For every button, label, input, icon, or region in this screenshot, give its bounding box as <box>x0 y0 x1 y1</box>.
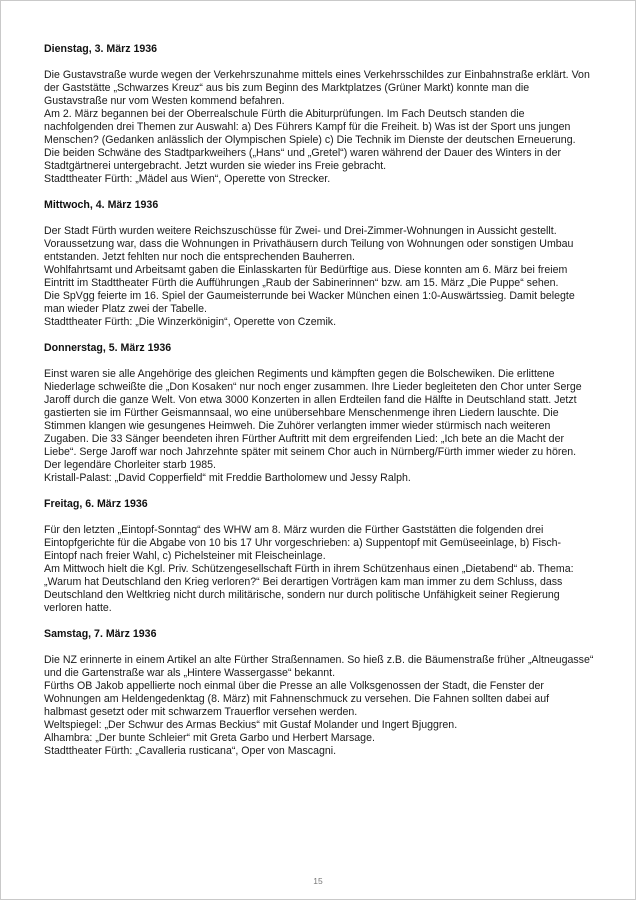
diary-entry <box>44 199 594 329</box>
entry-paragraph: Die Gustavstraße wurde wegen der Verkehrszunahme mittels eines Verkehrsschildes zur Einbahnstraße erklärt. Von der Gaststätte „Schwarzes Kreuz“ aus bis zum Beginn des Marktplatzes (Grüner Markt) konnte man die Gustavstraße nur vom Westen kommend befahren. <box>44 69 590 107</box>
entry-paragraph: Für den letzten „Eintopf-Sonntag“ des WHW am 8. März wurden die Fürther Gaststätten die folgenden drei Eintopfgerichte für die Abgabe von 10 bis 17 Uhr vorgeschrieben: a) Suppentopf mit Gemüseeinlage, b) Fisch-Eintopf nach freier Wahl, c) Pichelsteiner mit Fleischeinlage. <box>44 524 562 562</box>
entry-paragraph: Die beiden Schwäne des Stadtparkweihers („Hans“ und „Gretel“) waren während der Dauer des Winters in der Stadtgärtnerei untergebracht. Jetzt wurden sie wieder ins Freie gebracht. <box>44 147 561 172</box>
entry-paragraphs <box>44 225 594 329</box>
entry-paragraph: Die SpVgg feierte im 16. Spiel der Gaumeisterrunde bei Wacker München einen 1:0-Auswärtssieg. Damit belegte man wieder Platz zwei der Tabelle. <box>44 290 575 315</box>
entry-paragraph: Am 2. März begannen bei der Oberrealschule Fürth die Abiturprüfungen. Im Fach Deutsch standen die nachfolgenden drei Themen zur Auswahl: a) Des Führers Kampf für die Freiheit. b) Was ist der Sport uns jungen Menschen? (Gedanken anlässlich der Olympischen Spiele) c) Die Technik im Dienste der deutschen Erneuerung. <box>44 108 576 146</box>
diary-entry <box>44 498 594 615</box>
entry-paragraphs <box>44 654 594 758</box>
page-number: 15 <box>313 876 323 886</box>
entry-paragraph: Fürths OB Jakob appellierte noch einmal über die Presse an alle Volksgenossen der Stadt, die Fenster der Wohnungen am Heldengedenktag (8. März) mit Fahnenschmuck zu versehen. Die Fahnen sollten dabei auf halbmast gesetzt oder mit schwarzem Trauerflor versehen werden. <box>44 680 550 718</box>
entry-paragraph: Wohlfahrtsamt und Arbeitsamt gaben die Einlasskarten für Bedürftige aus. Diese konnten am 6. März bei freiem Eintritt im Stadttheater Fürth die Aufführungen „Raub der Sabinerinnen“ bzw. am 15. März „Die Puppe“ sehen. <box>44 264 568 289</box>
diary-entry <box>44 628 594 758</box>
entry-paragraph: Der Stadt Fürth wurden weitere Reichszuschüsse für Zwei- und Drei-Zimmer-Wohnungen in Aussicht gestellt. Voraussetzung war, dass die Wohnungen in Privathäusern durch Teilung von Wohnungen oder sonstigen Umbau entstanden. Jetzt fehlten nur noch die entsprechenden Bauherren. <box>44 225 574 263</box>
entry-paragraph: Stadttheater Fürth: „Die Winzerkönigin“, Operette von Czemik. <box>44 316 337 328</box>
entry-paragraph: Kristall-Palast: „David Copperfield“ mit Freddie Bartholomew und Jessy Ralph. <box>44 472 411 484</box>
entry-date-heading: Samstag, 7. März 1936 <box>44 628 157 640</box>
document-body <box>44 43 594 758</box>
entry-paragraph: Weltspiegel: „Der Schwur des Armas Beckius“ mit Gustaf Molander und Ingert Bjuggren. <box>44 719 458 731</box>
entry-paragraph: Einst waren sie alle Angehörige des gleichen Regiments und kämpften gegen die Bolschewiken. Die erlittene Niederlage schweißte die „Don Kosaken“ nur noch enger zusammen. Ihre Lieder begleiteten den Chor unter Serge Jaroff durch die ganze Welt. Von etwa 3000 Konzerten in allen Erdteilen fand die Hälfte in Deutschland statt. Jetzt gastierten sie im Fürther Geismannsaal, wo eine unübersehbare Menschenmenge ihren Liedern lauschte. Die Stimmen klangen wie gesungenes Heimweh. Die Zuhörer verlangten immer wieder stürmisch nach weiteren Zugaben. Die 33 Sänger beendeten ihren Fürther Auftritt mit dem ergreifenden Lied: „Ich bete an die Macht der Liebe“. Serge Jaroff war noch Jahrzehnte später mit seinem Chor auch in Nürnberg/Fürth immer wieder zu hören. Der legendäre Chorleiter starb 1985. <box>44 368 582 471</box>
entry-paragraph: Alhambra: „Der bunte Schleier“ mit Greta Garbo und Herbert Marsage. <box>44 732 375 744</box>
entry-paragraph: Die NZ erinnerte in einem Artikel an alte Fürther Straßennamen. So hieß z.B. die Bäumenstraße früher „Altneugasse“ und die Gartenstraße war als „Hintere Wassergasse“ bekannt. <box>44 654 594 679</box>
entry-paragraph: Stadttheater Fürth: „Mädel aus Wien“, Operette von Strecker. <box>44 173 331 185</box>
entry-paragraphs <box>44 69 594 186</box>
entry-paragraphs <box>44 524 594 615</box>
entry-date-heading: Freitag, 6. März 1936 <box>44 498 148 510</box>
entry-date-heading: Mittwoch, 4. März 1936 <box>44 199 159 211</box>
entry-paragraph: Am Mittwoch hielt die Kgl. Priv. Schützengesellschaft Fürth in ihrem Schützenhaus einen „Dietabend“ ab. Thema: „Warum hat Deutschland den Krieg verloren?“ Bei derartigen Vorträgen kam man immer zu dem Schluss, dass Deutschland den Weltkrieg nicht durch militärische, sondern nur durch politische Unfähigkeit seiner Regierung verloren hatte. <box>44 563 574 614</box>
diary-entry <box>44 43 594 186</box>
entry-date-heading: Dienstag, 3. März 1936 <box>44 43 158 55</box>
diary-entry <box>44 342 594 485</box>
entry-date-heading: Donnerstag, 5. März 1936 <box>44 342 172 354</box>
entry-paragraphs <box>44 368 594 485</box>
entry-paragraph: Stadttheater Fürth: „Cavalleria rusticana“, Oper von Mascagni. <box>44 745 337 757</box>
